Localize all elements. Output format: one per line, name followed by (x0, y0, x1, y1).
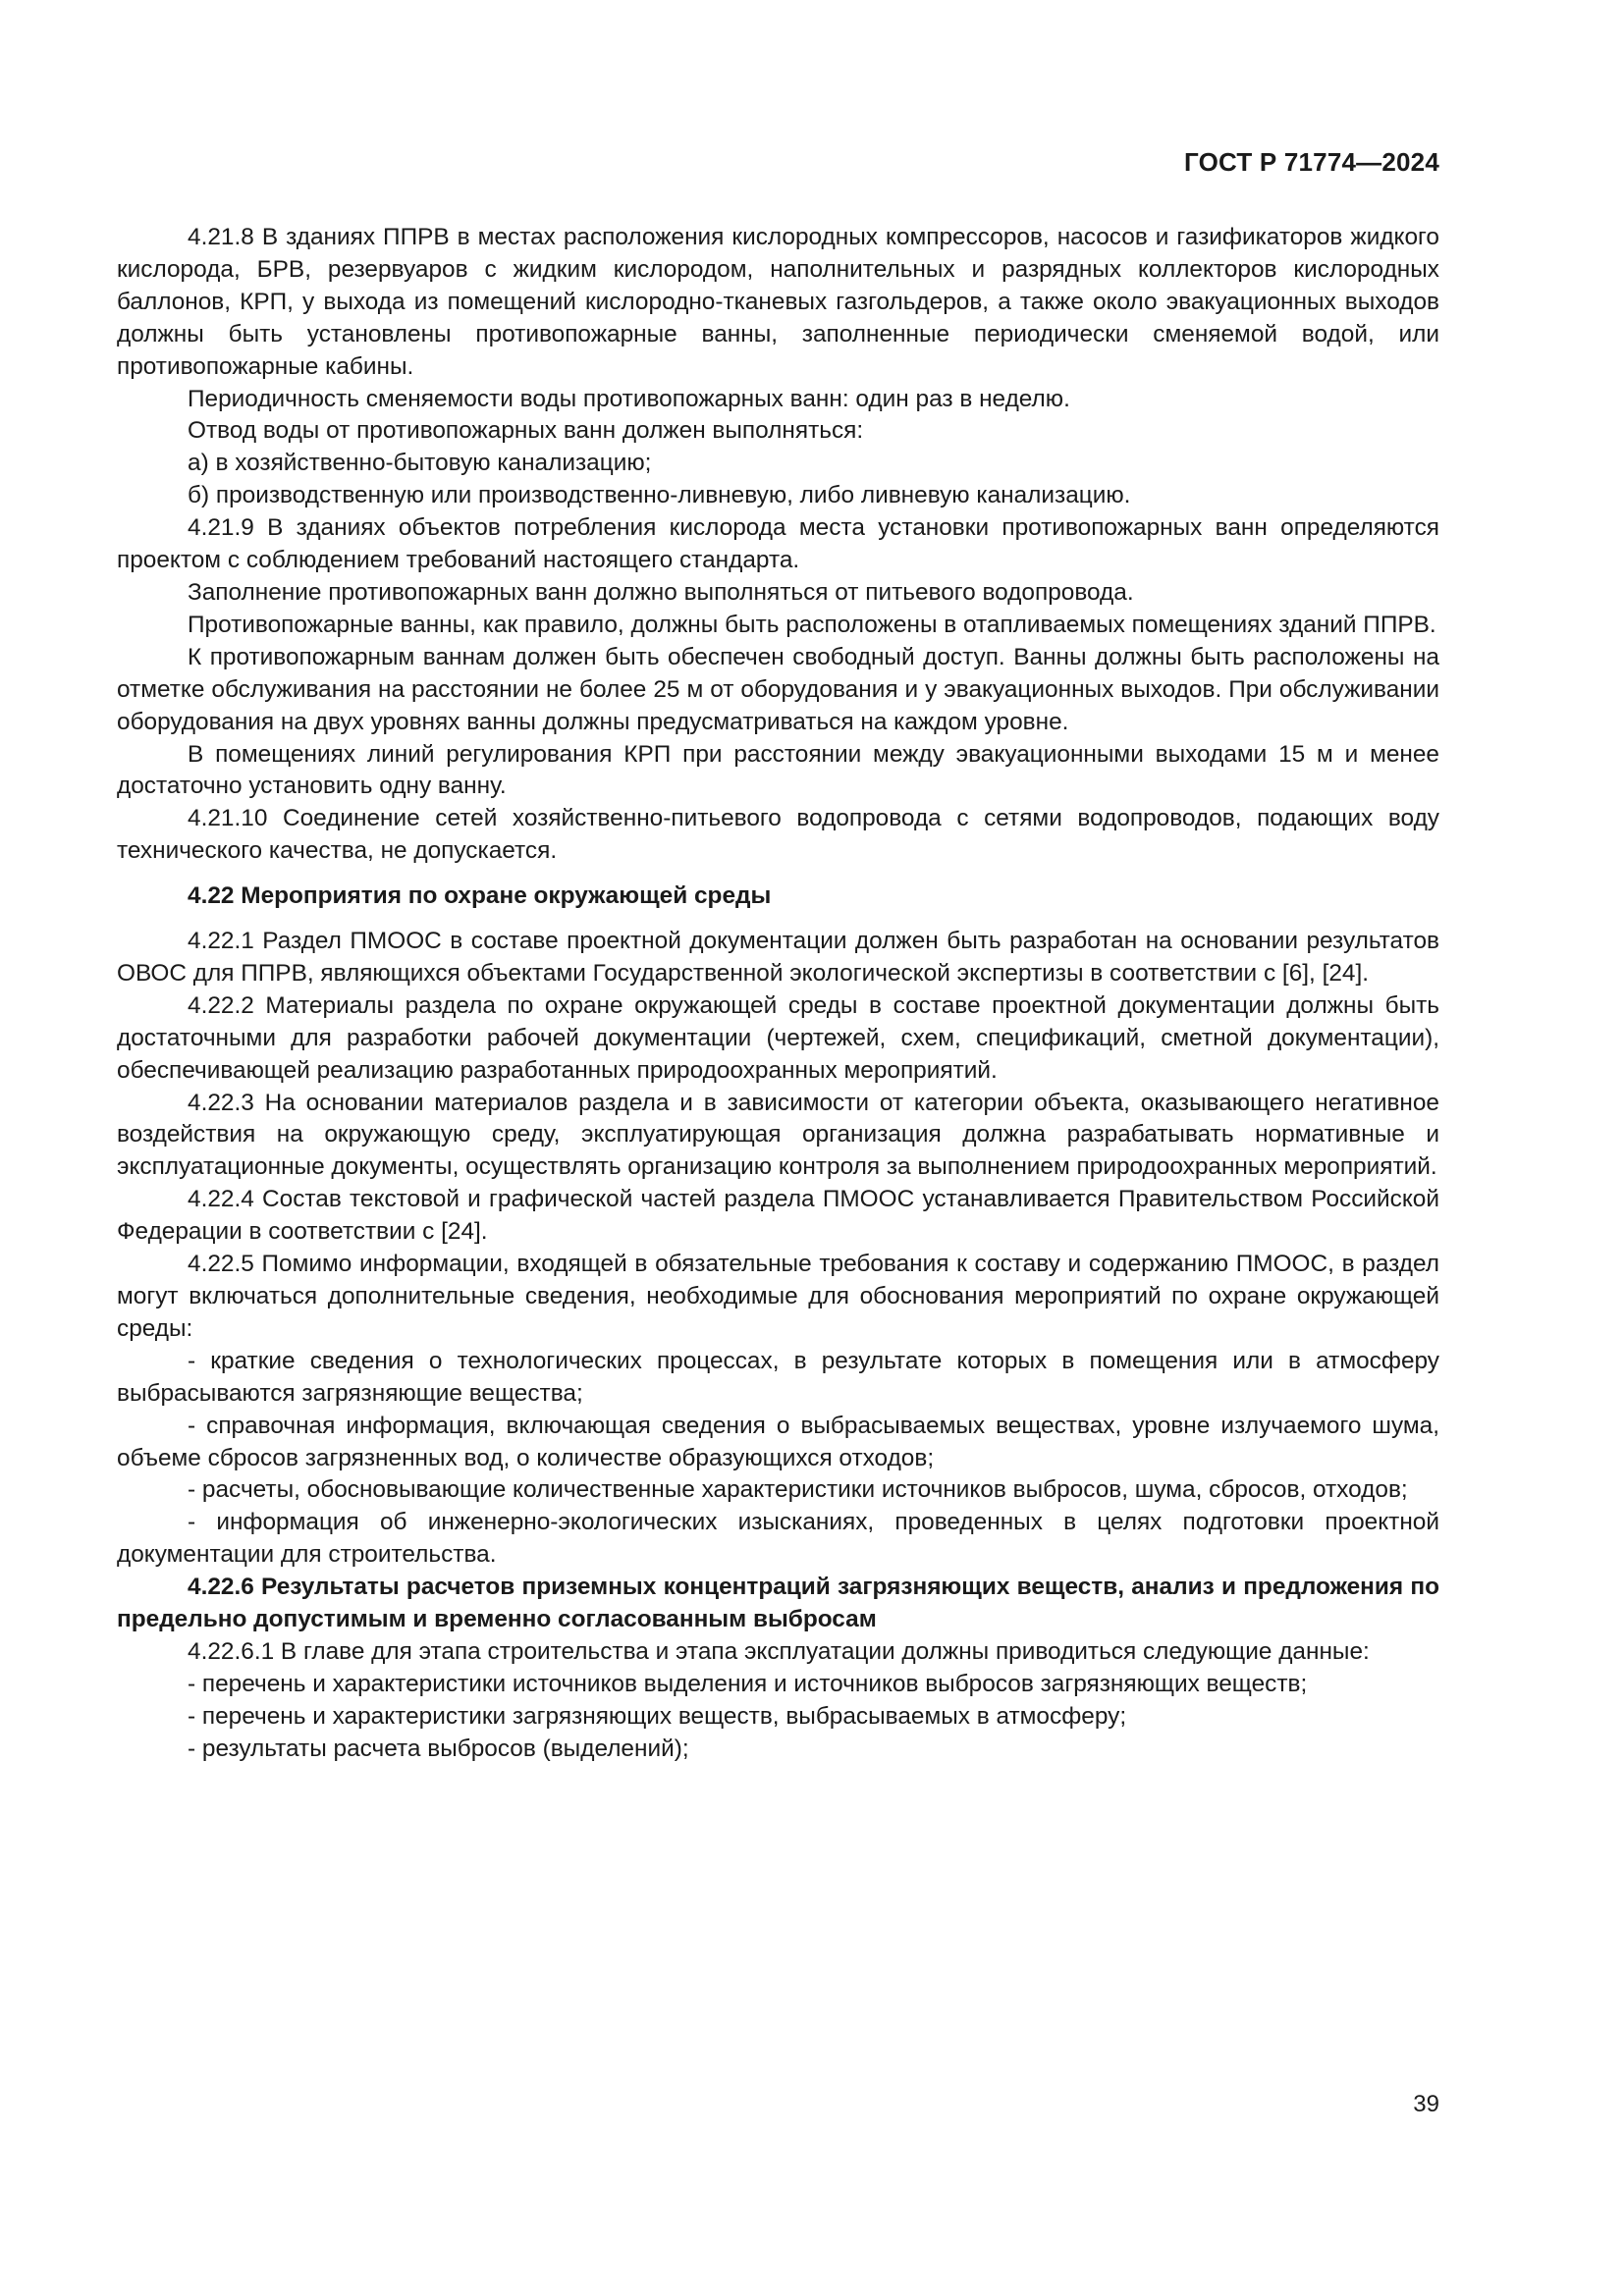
paragraph-4-21-9: 4.21.9 В зданиях объектов потребления кислорода места установки противопожарных ванн определяются проектом с соблюдением требований настоящего стандарта. (117, 514, 1439, 574)
paragraph-4-22-3: 4.22.3 На основании материалов раздела и в зависимости от категории объекта, оказывающего негативное воздействия на окружающую среду, эксплуатирующая организация должна разрабатывать нормативные и эксплуатационные документы, осуществлять организацию контроля за выполнением природоохранных мероприятий. (117, 1089, 1439, 1181)
list-item: б) производственную или производственно-ливневую, либо ливневую канализацию. (188, 482, 1131, 509)
paragraph: Периодичность сменяемости воды противопожарных ванн: один раз в неделю. (188, 385, 1070, 412)
paragraph: К противопожарным ваннам должен быть обеспечен свободный доступ. Ванны должны быть расположены на отметке обслуживания на расстоянии не более 25 м от оборудования и у эвакуационных выходов. При обслуживании оборудования на двух уровнях ванны должны предусматриваться на каждом уровне. (117, 643, 1439, 735)
paragraph-4-22-5: 4.22.5 Помимо информации, входящей в обязательные требования к составу и содержанию ПМООС, в раздел могут включаться дополнительные сведения, необходимые для обоснования мероприятий по охране окружающей среды: (117, 1251, 1439, 1342)
paragraph: Противопожарные ванны, как правило, должны быть расположены в отапливаемых помещениях зданий ППРВ. (188, 611, 1436, 638)
paragraph-4-22-1: 4.22.1 Раздел ПМООС в составе проектной документации должен быть разработан на основании результатов ОВОС для ППРВ, являющихся объектами Государственной экологической экспертизы в соответствии с [6], [24]. (117, 928, 1439, 987)
paragraph-4-22-2: 4.22.2 Материалы раздела по охране окружающей среды в составе проектной документации должны быть достаточными для разработки рабочей документации (чертежей, схем, спецификаций, сметной документации), обеспечивающей реализацию разработанных природоохранных мероприятий. (117, 991, 1439, 1084)
list-item: - информация об инженерно-экологических изысканиях, проведенных в целях подготовки проектной документации для строительства. (117, 1509, 1439, 1569)
document-body (117, 222, 1439, 1766)
paragraph-4-21-8: 4.21.8 В зданиях ППРВ в местах расположения кислородных компрессоров, насосов и газификаторов жидкого кислорода, БРВ, резервуаров с жидким кислородом, наполнительных и разрядных коллекторов кислородных баллонов, КРП, у выхода из помещений кислородно-тканевых газгольдеров, а также около эвакуационных выходов должны быть установлены противопожарные ванны, заполненные периодически сменяемой водой, или противопожарные кабины. (117, 224, 1439, 380)
paragraph-4-22-4: 4.22.4 Состав текстовой и графической частей раздела ПМООС устанавливается Правительством Российской Федерации в соответствии с [24]. (117, 1186, 1439, 1246)
paragraph-4-21-10: 4.21.10 Соединение сетей хозяйственно-питьевого водопровода с сетями водопроводов, подающих воду технического качества, не допускается. (117, 805, 1439, 865)
paragraph: Отвод воды от противопожарных ванн должен выполняться: (188, 417, 864, 445)
document-page (117, 0, 1439, 2296)
paragraph: В помещениях линий регулирования КРП при расстоянии между эвакуационными выходами 15 м и менее достаточно установить одну ванну. (117, 740, 1439, 800)
list-item: - справочная информация, включающая сведения о выбрасываемых веществах, уровне излучаемого шума, объеме сбросов загрязненных вод, о количестве образующихся отходов; (117, 1412, 1439, 1471)
section-heading-4-22: 4.22 Мероприятия по охране окружающей среды (188, 882, 772, 910)
page-number: 39 (1413, 2091, 1439, 2117)
list-item: - расчеты, обосновывающие количественные характеристики источников выбросов, шума, сбросов, отходов; (188, 1476, 1408, 1504)
subsection-heading-4-22-6: 4.22.6 Результаты расчетов приземных концентраций загрязняющих веществ, анализ и предложения по предельно допустимым и временно согласованным выбросам (117, 1574, 1439, 1633)
document-header: ГОСТ Р 71774—2024 (1184, 147, 1439, 177)
list-item: - краткие сведения о технологических процессах, в результате которых в помещения или в атмосферу выбрасываются загрязняющие вещества; (117, 1347, 1439, 1407)
list-item: - перечень и характеристики источников выделения и источников выбросов загрязняющих веществ; (188, 1670, 1308, 1697)
list-item: а) в хозяйственно-бытовую канализацию; (188, 450, 652, 477)
list-item: - результаты расчета выбросов (выделений); (188, 1735, 689, 1762)
paragraph: Заполнение противопожарных ванн должно выполняться от питьевого водопровода. (188, 578, 1134, 606)
list-item: - перечень и характеристики загрязняющих веществ, выбрасываемых в атмосферу; (188, 1702, 1127, 1730)
paragraph-4-22-6-1: 4.22.6.1 В главе для этапа строительства и этапа эксплуатации должны приводиться следующие данные: (188, 1637, 1370, 1665)
